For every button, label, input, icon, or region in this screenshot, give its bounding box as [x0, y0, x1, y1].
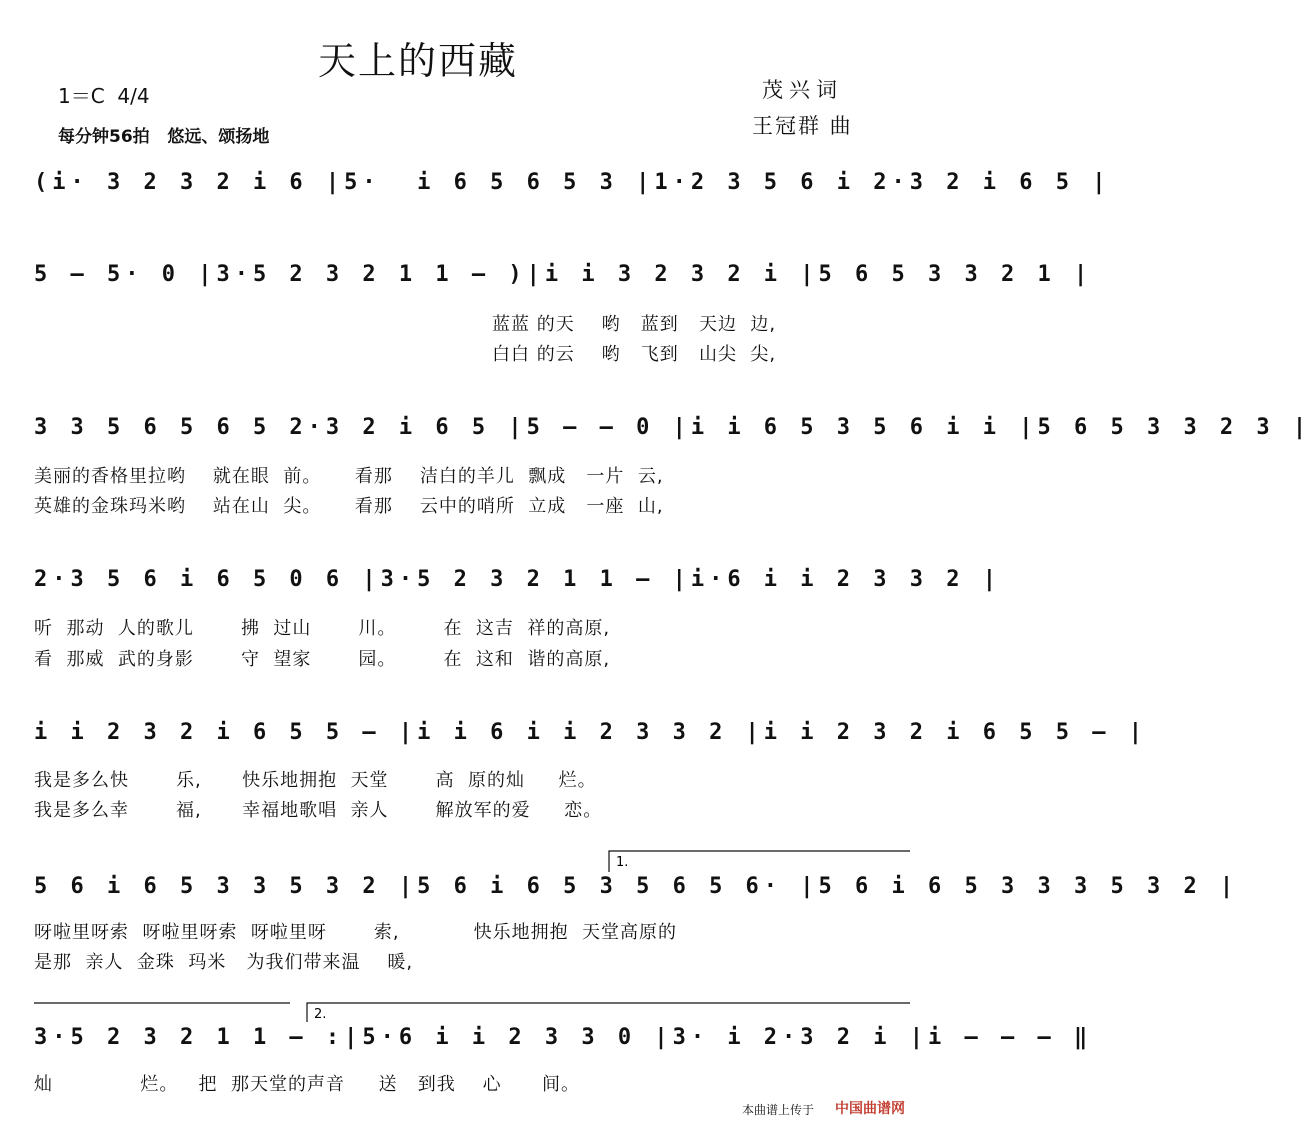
lyric-row-2-verse-2: 白白 的云 哟 飞到 山尖 尖, [492, 344, 777, 365]
second-ending-bracket [307, 1003, 910, 1022]
composer-credit: 王冠群 曲 [752, 114, 853, 138]
lyric-row-5-verse-2: 我是多么幸 福, 幸福地歌唱 亲人 解放军的爱 恋。 [34, 800, 603, 821]
tempo-marking: 每分钟56拍 悠远、颂扬地 [58, 127, 270, 147]
lyric-row-3-verse-2: 英雄的金珠玛米哟 站在山 尖。 看那 云中的哨所 立成 一座 山, [34, 496, 664, 517]
footer-credit: 本曲谱上传于 [742, 1103, 815, 1117]
first-ending-label: 1. [616, 855, 629, 870]
site-logo: 中国曲谱网 [835, 1101, 905, 1117]
first-ending-bracket [609, 851, 910, 872]
lyric-row-2-verse-1: 蓝蓝 的天 哟 蓝到 天边 边, [492, 314, 777, 335]
lyric-row-4-verse-1: 听 那动 人的歌儿 拂 过山 川。 在 这吉 祥的高原, [34, 618, 611, 639]
notation-row-5: i i 2 3 2 i 6 5 5 – |i i 6 i i 2 3 3 2 |i i 2 3 2 i 6 5 5 – | [34, 720, 1147, 745]
lyric-row-5-verse-1: 我是多么快 乐, 快乐地拥抱 天堂 高 原的灿 烂。 [34, 770, 597, 791]
lyric-row-6-verse-2: 是那 亲人 金珠 玛米 为我们带来温 暖, [34, 952, 414, 973]
notation-row-7: 3·5 2 3 2 1 1 – :|5·6 i i 2 3 3 0 |3· i 2·3 2 i |i – – – ‖ [34, 1025, 1093, 1050]
lyric-row-6-verse-1: 呀啦里呀索 呀啦里呀索 呀啦里呀 索, 快乐地拥抱 天堂高原的 [34, 922, 678, 943]
second-ending-label: 2. [314, 1007, 327, 1022]
key-signature: 1＝C 4/4 [58, 84, 150, 108]
notation-row-4: 2·3 5 6 i 6 5 0 6 |3·5 2 3 2 1 1 – |i·6 i i 2 3 3 2 | [34, 567, 1001, 592]
lyricist-credit: 茂兴词 [762, 78, 843, 102]
notation-row-3: 3 3 5 6 5 6 5 2·3 2 i 6 5 |5 – – 0 |i i 6 5 3 5 6 i i |5 6 5 3 3 2 3 | [34, 415, 1311, 440]
notation-row-6: 5 6 i 6 5 3 3 5 3 2 |5 6 i 6 5 3 5 6 5 6· |5 6 i 6 5 3 3 3 5 3 2 | [34, 874, 1239, 899]
lyric-row-3-verse-1: 美丽的香格里拉哟 就在眼 前。 看那 洁白的羊儿 飘成 一片 云, [34, 466, 664, 487]
notation-row-2: 5 – 5· 0 |3·5 2 3 2 1 1 – )|i i 3 2 3 2 i |5 6 5 3 3 2 1 | [34, 262, 1093, 287]
notation-row-1: (i· 3 2 3 2 i 6 |5· i 6 5 6 5 3 |1·2 3 5 6 i 2·3 2 i 6 5 | [34, 170, 1111, 195]
page-title: 天上的西藏 [318, 39, 519, 83]
lyric-row-4-verse-2: 看 那威 武的身影 守 望家 园。 在 这和 谐的高原, [34, 649, 611, 670]
lyric-row-7-verse-1: 灿 烂。 把 那天堂的声音 送 到我 心 间。 [34, 1074, 580, 1095]
